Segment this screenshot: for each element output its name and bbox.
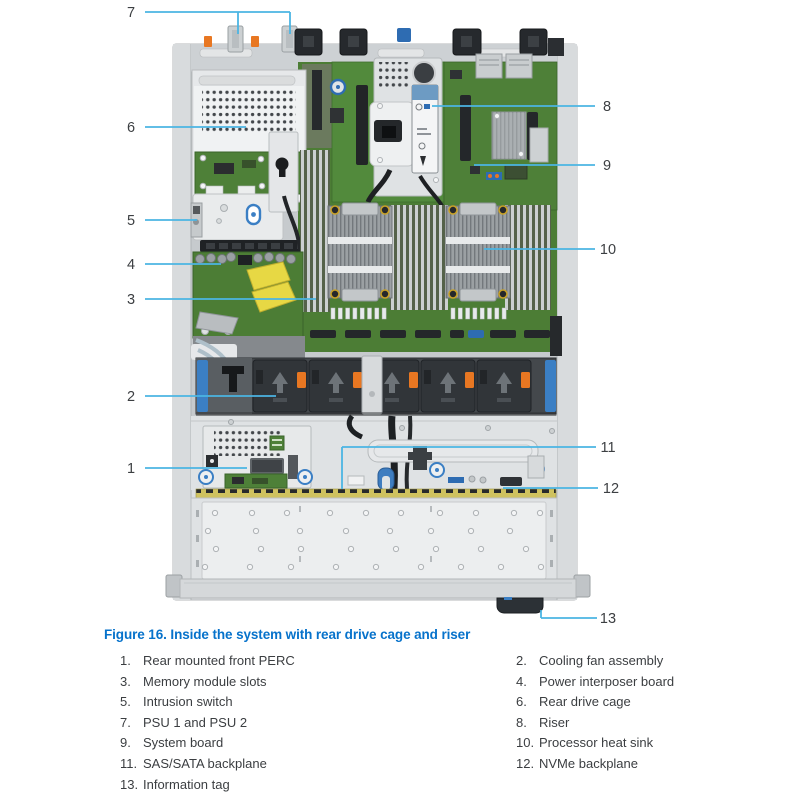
- legend-item-number: 12.: [516, 755, 535, 771]
- riser: [368, 58, 442, 206]
- fan-module: [477, 360, 531, 412]
- legend-item-number: 8.: [516, 714, 527, 730]
- legend-item-12: [516, 754, 786, 775]
- legend-item-label: Power interposer board: [539, 673, 675, 689]
- legend-item-label: Riser: [539, 714, 570, 730]
- processor-heat-sink-1: [328, 203, 392, 301]
- legend-item-label: PSU 1 and PSU 2: [143, 714, 248, 730]
- callout-number-11: 11: [600, 440, 616, 456]
- legend-item-2: [516, 651, 786, 672]
- fan-cage-bracket: [362, 356, 382, 414]
- legend-item-label: System board: [143, 735, 224, 751]
- legend-item-number: 11.: [120, 755, 138, 771]
- riser-label: [412, 85, 438, 173]
- cooling-fan-assembly: [196, 356, 556, 416]
- system-board: [444, 54, 557, 210]
- drive-cage-cover: [191, 498, 557, 582]
- orange-release-tab: [204, 36, 212, 47]
- legend-item-11: [120, 754, 500, 775]
- fan-touchpoint-left: [197, 360, 208, 412]
- legend-item-number: 6.: [516, 694, 527, 710]
- legend-item-13: [120, 775, 500, 796]
- legend-item-number: 1.: [120, 653, 131, 668]
- callout-number-3: 3: [126, 292, 136, 308]
- callout-number-1: 1: [126, 461, 136, 477]
- legend-column-left: [120, 651, 500, 795]
- legend-item-label: Rear mounted front PERC: [143, 653, 295, 668]
- legend-item-number: 10.: [516, 735, 535, 751]
- processor-heat-sink-2: [446, 203, 510, 301]
- callout-line-7: [145, 12, 290, 34]
- legend-item-7: [120, 713, 500, 734]
- power-connector: [348, 476, 364, 485]
- fan-module: [253, 360, 307, 412]
- legend-item-label: Memory module slots: [143, 673, 267, 689]
- legend-item-5: [120, 692, 500, 713]
- legend-item-number: 5.: [120, 694, 131, 710]
- legend-item-label: SAS/SATA backplane: [143, 755, 267, 771]
- legend-item-9: [120, 733, 500, 754]
- perc-module: [199, 426, 312, 488]
- callout-number-5: 5: [126, 213, 136, 229]
- callout-number-4: 4: [126, 257, 136, 273]
- legend-item-number: 3.: [120, 673, 131, 689]
- memory-slots-group-3: [505, 205, 551, 310]
- legend-item-label: Intrusion switch: [143, 694, 233, 710]
- memory-slots-group-1: [300, 150, 330, 312]
- fan-module: [421, 360, 475, 412]
- psu-vent-strip: [200, 240, 312, 252]
- legend-item-label: NVMe backplane: [539, 755, 638, 771]
- legend-item-label: Processor heat sink: [539, 735, 654, 751]
- callout-number-8: 8: [602, 99, 612, 115]
- legend-item-number: 2.: [516, 653, 527, 668]
- legend-item-10: [516, 733, 786, 754]
- legend-item-number: 9.: [120, 735, 131, 751]
- legend-item-6: [516, 692, 786, 713]
- legend-item-number: 4.: [516, 673, 527, 689]
- legend-item-8: [516, 713, 786, 734]
- figure-caption: Figure 16. Inside the system with rear drive cage and riser: [104, 627, 471, 642]
- callout-number-9: 9: [602, 158, 612, 174]
- legend-item-3: [120, 672, 500, 693]
- fan-module: [309, 360, 363, 412]
- callout-number-12: 12: [602, 481, 620, 497]
- callout-number-7: 7: [126, 5, 136, 21]
- chipset-heat-sink: [492, 112, 526, 159]
- legend-column-right: [516, 651, 786, 775]
- legend-item-label: Rear drive cage: [539, 694, 631, 710]
- memory-slots-group-2: [390, 205, 448, 310]
- legend-item-label: Cooling fan assembly: [539, 653, 664, 668]
- rear-blue-connector: [397, 28, 411, 42]
- callout-number-13: 13: [599, 611, 617, 625]
- legend-item-label: Information tag: [143, 776, 230, 792]
- legend-item-number: 13.: [120, 776, 139, 792]
- legend-item-1: [120, 651, 500, 672]
- callout-number-2: 2: [126, 389, 136, 405]
- sas-sata-nvme-backplane-strip: [196, 489, 556, 498]
- legend-item-number: 7.: [120, 714, 131, 730]
- orange-release-tab: [251, 36, 259, 47]
- legend-item-4: [516, 672, 786, 693]
- callout-number-10: 10: [599, 242, 617, 258]
- information-tag: [497, 597, 543, 613]
- dimm-connector-row: [310, 330, 550, 338]
- callout-number-6: 6: [126, 120, 136, 136]
- fan-touchpoint-right: [545, 360, 556, 412]
- callout-line-13: [541, 610, 597, 618]
